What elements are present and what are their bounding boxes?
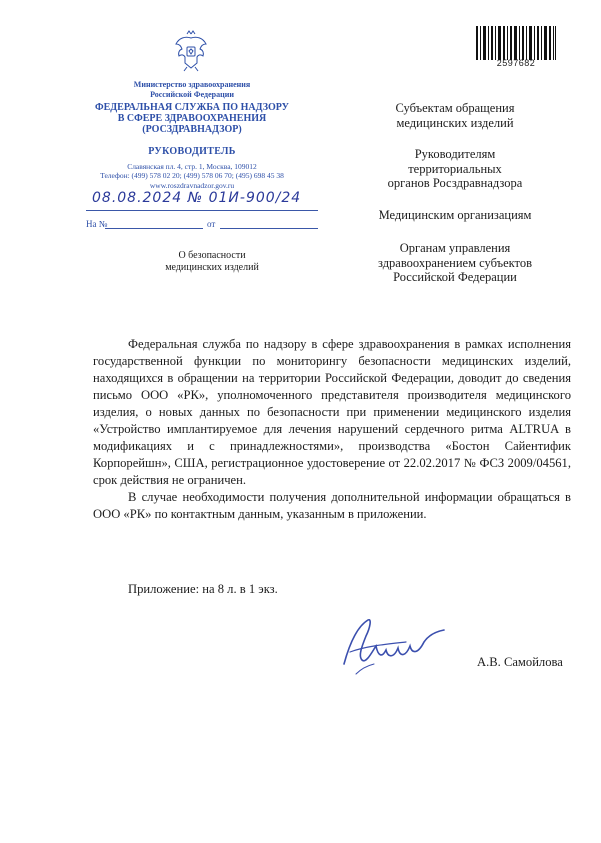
registration-number-line (86, 191, 326, 213)
service-line: (РОСЗДРАВНАДЗОР) (142, 124, 242, 135)
service-line: В СФЕРЕ ЗДРАВООХРАНЕНИЯ (117, 113, 267, 124)
recipient-line: Медицинским организациям (378, 208, 532, 222)
website-line: www.roszdravnadzor.gov.ru (149, 180, 235, 190)
reference-date-blank (220, 228, 318, 229)
reference-line (86, 219, 326, 229)
address-line: Славянская пл. 4, стр. 1, Москва, 109012 (127, 162, 257, 171)
reference-number-blank (105, 228, 203, 229)
service-line: ФЕДЕРАЛЬНАЯ СЛУЖБА ПО НАДЗОРУ (95, 102, 289, 113)
body-paragraph: В случае необходимости получения дополнительной информации обращаться в ООО «РК» по контактным данным, указанным в приложении. (93, 490, 571, 521)
service-name (60, 102, 324, 135)
coat-of-arms-icon (173, 30, 209, 72)
ministry-line: Министерство здравоохранения (133, 80, 251, 89)
body-paragraph: Федеральная служба по надзору в сфере здравоохранения в рамках исполнения государственной функции по мониторингу безопасности медицинских изделий, находящихся в обращении на территории Российской Федерации, доводит до сведения письмо ООО «РК», уполномоченного представителя производителя медицинского изделия, о новых данных по безопасности при применении медицинского изделия «Устройство имплантируемое для лечения нарушений сердечного ритма ALTRUA в модификациях и с принадлежностями», производства «Бостон Сайентифик Корпорейшн», США, регистрационное удостоверение от 22.02.2017 № ФСЗ 2009/04561, срок действия не ограничен. (93, 337, 571, 487)
ministry-name (60, 80, 324, 100)
recipient (350, 147, 560, 191)
recipient-line: Органам управления (399, 241, 511, 255)
signer-name: А.В. Самойлова (477, 655, 563, 669)
handwritten-signature (336, 612, 466, 684)
recipient-line: медицинских изделий (396, 115, 514, 130)
subject-line: О безопасности (178, 250, 246, 261)
attachment-note: Приложение: на 8 л. в 1 экз. (128, 582, 278, 596)
recipient-line: Руководителям (414, 147, 496, 161)
recipient-line: территориальных (408, 161, 502, 176)
recipient-line: здравоохранением субъектов (377, 255, 532, 270)
ot-label: от (207, 219, 216, 229)
recipient (350, 101, 560, 130)
letter-subject (136, 250, 288, 273)
contact-address (60, 162, 324, 190)
recipient-line: Российской Федерации (393, 270, 517, 284)
na-label: На № (86, 219, 108, 229)
letter-body (93, 336, 571, 523)
handwritten-date-number: 08.08.2024 № 01И-900/24 (92, 190, 302, 206)
recipient (350, 241, 560, 285)
barcode-number: 2597682 (496, 58, 536, 68)
underline (86, 210, 318, 211)
recipient (350, 208, 560, 223)
phone-line: Телефон: (499) 578 02 20; (499) 578 06 70; (495) 698 45 38 (100, 171, 284, 181)
recipient-line: Субъектам обращения (395, 101, 515, 115)
subject-line: медицинских изделий (165, 261, 259, 273)
recipient-line: органов Росздравнадзора (387, 176, 523, 190)
ministry-line: Российской Федерации (150, 90, 234, 99)
head-title: РУКОВОДИТЕЛЬ (148, 146, 236, 157)
barcode (476, 26, 556, 60)
